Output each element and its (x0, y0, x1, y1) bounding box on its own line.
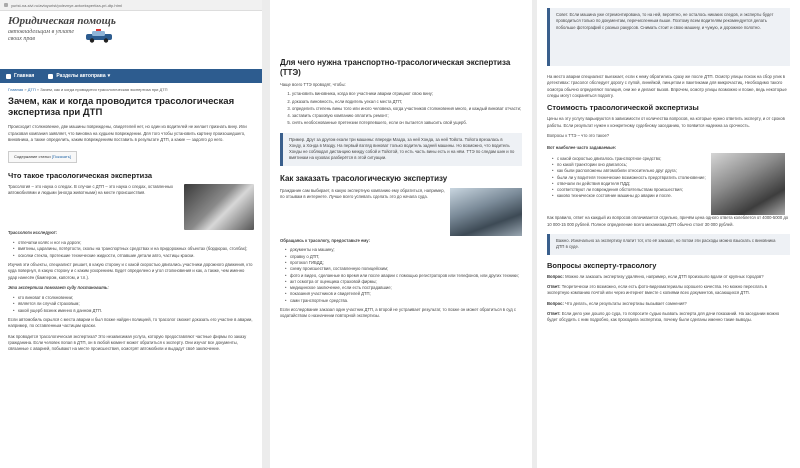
table-of-contents: Содержание статьи [Показать] (8, 151, 77, 163)
breadcrumb-home[interactable]: Главная (8, 87, 24, 92)
list-item: 4. заставить страховую компанию оплатить ремонт; (292, 113, 522, 119)
list-item: • отпечатки колёс и ног на дороге; (13, 240, 254, 246)
site-header (0, 11, 262, 57)
list-item: • вмятины, царапины, потёртости, сколы на транспортных средствах и на придорожных объектах (бордюрах, столбах); (13, 246, 254, 252)
breadcrumb-dtp[interactable]: ДТП (27, 87, 36, 92)
who-paragraph: Как проводится трасологическая экспертиза? Это независимая услуга, которую предоставляют частные фирмы по заказу гражданина. Если человек попал в ДТП, он в любой момент может обратиться к эксперту. Они изучат все документы, связанные с аварией, побывают на месте происшествия, осмотрят автомобили и выдадут своё заключение. (8, 333, 247, 352)
list-item: • какой ущерб возник именно в данном ДТП. (13, 308, 254, 314)
price-paragraph: Как правило, ответ на каждый из вопросов оплачивается отдельно, причём цена одного ответа колеблется от 4000-5000 до 10 000-15 000 рублей. Полное определение всего механизма ДТП обычно стоит 30 000 рублей. (547, 215, 789, 227)
faq-item: Ответ: Если дело уже дошло до суда, то попросите судью вызвать эксперта для дачи показаний. На заседании можно будет обсудить с ним подробно, как проходила экспертиза, почему были сделаны именно такие выводы. (547, 311, 780, 323)
hide-paragraph: Если автомобиль скрылся с места аварии и был позже найден полицией, то трасолог сможет доказать его участие в аварии, например, по оставленным частицам краски. (8, 317, 253, 329)
questions-line: Вопросы к ТТЭ – что это такое? (547, 133, 610, 139)
right-page-panel (537, 0, 800, 468)
court-paragraph: Если исследование заказал один участник ДТП, а второй не устраивает результат, то позже он может обратиться в суд с ходатайством о назначении повторной экспертизы. (280, 307, 516, 319)
docs-list (280, 247, 522, 304)
list-item: • акт осмотра от оценщика страховой фирмы; (285, 279, 522, 285)
home-icon (6, 74, 11, 79)
list-item: • справку о ДТП; (285, 254, 522, 260)
docs-label: Обращаясь к трасологу, предоставьте ему: (280, 238, 370, 244)
advice-callout: Совет. Если машина уже отремонтирована, то на ней, вероятно, не осталось никаких следов, и эксперты будет проводиться только по документам, перечисленным выше. Поэтому всем водителям рекомендуется делать побольше фотографий с разных ракурсов. Снимать стоит и свою машину, и чужую, и дорожное полотно. (547, 8, 790, 66)
address-bar[interactable] (0, 0, 262, 11)
breadcrumb-current: Зачем, как и когда проводится трасологическая экспертиза при ДТП (40, 87, 168, 92)
list-item: • как были расположены автомобили относительно друг друга; (552, 168, 706, 174)
site-logo-subtitle: автовладельцам в уплате своих прав (8, 29, 75, 42)
list-item: • медицинское заключение, если есть пострадавшие; (285, 285, 522, 291)
article-body (0, 83, 262, 361)
list-item: • фото и видео, сделанные во время или после аварии с помощью регистраторов или телефонов, или других техники; (285, 273, 522, 279)
traces-list (8, 240, 254, 259)
expert-photo (450, 188, 522, 236)
section-title-cost: Стоимость трасологической экспертизы (547, 103, 699, 113)
list-item: • сами транспортные средства. (285, 298, 522, 304)
list-item: • кто виноват в столкновении; (13, 295, 254, 301)
faq-item: Вопрос: Можно ли заказать экспертизу удалённо, например, если ДТП произошло вдали от крупных городов? (547, 273, 764, 279)
police-car-icon (84, 29, 114, 43)
article-body-2 (270, 0, 532, 327)
cost-paragraph: Цены на эту услугу варьируются в зависимости от количества вопросов, на которые нужно ответить эксперту, и от сроков работы. Если результат нужен к конкретному судебному заседанию, то появится надежна за срочность. (547, 116, 785, 128)
list-item: • схему происшествия, составленную полицейским; (285, 266, 522, 272)
section-title-what: Что такое трасологическая экспертиза (8, 171, 153, 181)
list-item: • соответствуют ли повреждения обстоятельствам происшествия; (552, 187, 706, 193)
why-list (280, 91, 522, 126)
typical-label: Вот наиболее часто задаваемые: (547, 145, 617, 151)
page-title: Зачем, как и когда проводится трасологическая экспертиза при ДТП (8, 96, 235, 119)
breadcrumb: Главная » ДТП » Зачем, как и когда проводится трасологическая экспертиза при ДТП (8, 87, 168, 92)
inspection-photo (711, 153, 785, 215)
traces-label: Трассологи исследуют: (8, 229, 58, 235)
list-item: • были ли у водителя технические возможность предотвратить столкновение; (552, 175, 706, 181)
faq-item: Вопрос: Что делать, если результаты экспертизы вызывает сомнения? (547, 300, 687, 306)
list-item: • показания участников и свидетелей ДТП; (285, 291, 522, 297)
list-item: • протокол ГИБДД; (285, 260, 522, 266)
why-intro: Чаще всего ТТЭ проводят, чтобы: (280, 82, 346, 87)
toc-toggle-link[interactable]: [Показать] (51, 154, 71, 160)
important-callout: Важно. Изначально за экспертизу платит тот, кто её заказал, но потом эти расходы можно взыскать с виновника ДТП в суде. (547, 234, 790, 255)
car-icon (48, 74, 53, 79)
accident-photo (184, 184, 254, 230)
study-paragraph: Изучив эти объекты, специалист решает, в какую сторону и с какой скоростью двигались участники дорожного движения, кто куда повернул, в какую сторону и с каким ускорением. Будет определено и угол столкновения и как, а также, чем именно удар нанесён (бампером, капотом, и т.п.). (8, 261, 253, 280)
main-nav (0, 69, 262, 83)
chevron-down-icon: ▾ (107, 73, 111, 79)
list-item: • с какой скоростью двигалось транспортное средство; (552, 156, 706, 162)
section-title-faq: Вопросы эксперту-трасологу (547, 260, 657, 270)
article-body-3 (537, 0, 800, 336)
middle-page-panel (270, 0, 532, 468)
url-text[interactable]: yurist-na-sivi.ru/avtoyurist/poleznye-avtoekspertiza-pri-dtp.html (11, 3, 122, 8)
section-title-order: Как заказать трасологическую экспертизу (280, 173, 448, 183)
lock-icon (4, 3, 8, 7)
list-item: • по какой траектории оно двигалось; (552, 162, 706, 168)
faq-block (547, 274, 790, 324)
example-callout: Пример. Друг за другом ехали три машины: впереди Мазда, за ней Хонда, за ней Тойота. Тойота врезалась в Хонду, а Хонда в Мазду. На первый взгляд виноват только водитель задней машины. Но возможно, что водитель Хонды не соблюдал дистанцию между собой и Тойотой, то есть часть вины есть и на нём. ТТЭ по следам шин и по вмятинам на кузовах разберётся в этой ситуации. (280, 133, 522, 166)
left-page-panel (0, 0, 262, 468)
list-item: • осколки стекла, протекшие технические жидкости, отпавшие детали авто, частицы краски. (13, 253, 254, 259)
faq-item: Ответ: Теоретически это возможно, если есть фото-видеоматериалы хорошего качества. Но можно переслать в экспертную компанию почтой или через интернет вместе с копиями всех документов, касающихся ДТП. (547, 284, 768, 296)
list-item: • отвечали ли действия водителя ПДД; (552, 181, 706, 187)
helps-label: Эта экспертиза помогает суду постановить: (8, 284, 109, 290)
what-paragraph: Трасология – это наука о следах. В случае с ДТП – это наука о следах, оставленных автомобилями и людьми (иногда животными) на месте происшествия. (8, 183, 174, 196)
typical-list (547, 156, 706, 200)
list-item: • документы на машину; (285, 247, 522, 253)
list-item: 5. снять необоснованные претензии потерпевшего, если он пытается завысить свой ущерб. (292, 120, 522, 126)
place-paragraph: На место аварии специалист выезжает, если к нему обратились сразу же после ДТП. Осмотр улицы похож на сбор улик в детективах: трасолог обследует дорогу с лупой, линейкой, пинцетом и пакетиками для микрочастиц. Необходимо такого осмотра обычно определяют полиция, они же и делают вызов. Впрочем, осмотр улицы возможно и позже, ведь некоторые следы могут сохраняться подолгу. (547, 74, 787, 98)
list-item: • является ли случай страховым; (13, 301, 254, 307)
list-item: • каково техническое состояние машины до аварии и после. (552, 193, 706, 199)
list-item: 2. доказать виновность, если водитель уехал с места ДТП; (292, 99, 522, 105)
order-paragraph: Гражданин сам выбирает, в какую экспертную компанию ему обратиться, например, по отзывам в интернете. Лучше всего успевать сделать это до начала суда. (280, 188, 445, 200)
section-title-why: Для чего нужна транспортно-трасологическая экспертиза (ТТЭ) (280, 58, 511, 77)
helps-list (8, 295, 254, 314)
nav-home[interactable]: Главная (6, 73, 34, 79)
list-item: 3. определить степень вины того или иного человека, когда участников столкновения много, и каждый виноват отчасти; (292, 106, 522, 112)
site-logo-title[interactable]: Юридическая помощь (8, 15, 116, 27)
nav-sections[interactable]: Разделы автоправа ▾ (48, 73, 110, 79)
list-item: 1. установить виновника, когда все участники аварии отрицают свою вину; (292, 91, 522, 97)
intro-paragraph: Происходит столкновение, две машины повреждены, свидетелей нет, но один из водителей не желает признать вину. Или страховая компания заявляет, что виновна на худшем повреждении. Для того чтобы установить картину произошедшего, виновника, а также определить, каким повреждениям поставить в результате ДТП, а какие — задолго до него. (8, 124, 247, 142)
